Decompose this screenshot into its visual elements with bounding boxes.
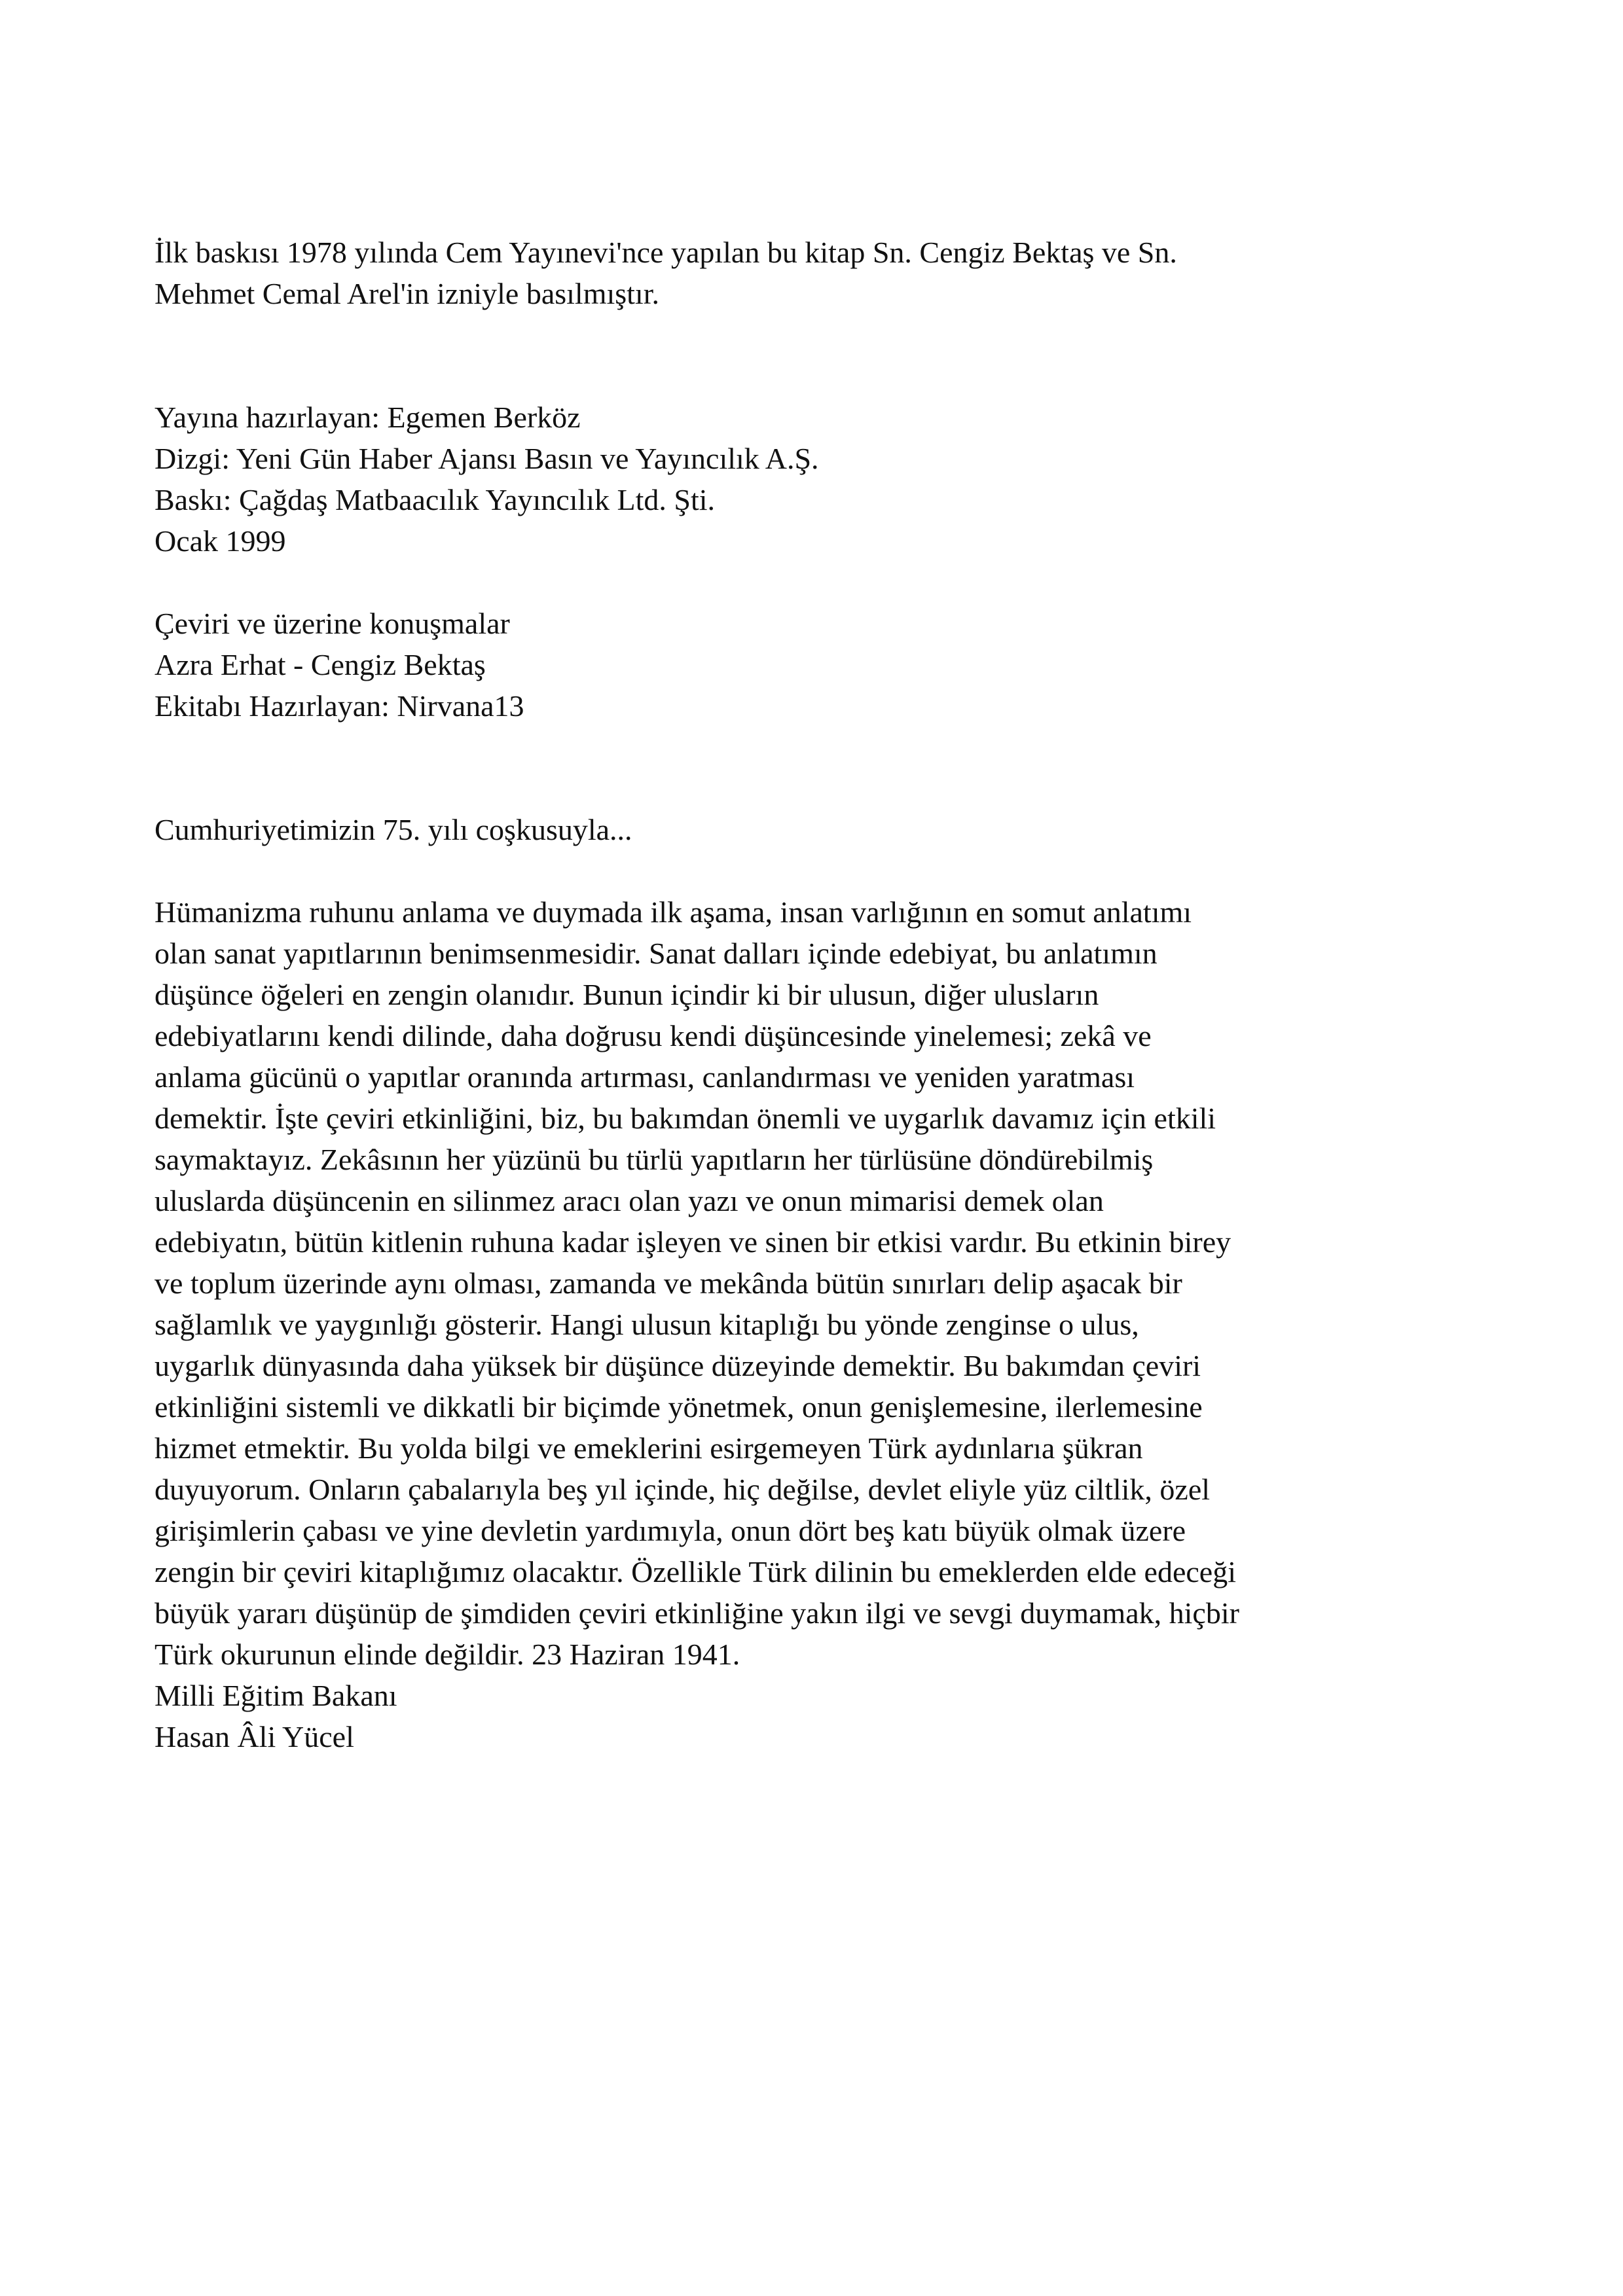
foreword-line: edebiyatın, bütün kitlenin ruhuna kadar işleyen ve sinen bir etkisi vardır. Bu etkinin birey xyxy=(155,1225,1231,1259)
foreword-line: zengin bir çeviri kitaplığımız olacaktır. Özellikle Türk dilinin bu emeklerden elde edeceği xyxy=(155,1555,1237,1588)
book-title: Çeviri ve üzerine konuşmalar xyxy=(155,607,510,640)
foreword-line: anlama gücünü o yapıtlar oranında artırması, canlandırması ve yeniden yaratması xyxy=(155,1060,1135,1094)
intro-paragraph xyxy=(155,232,1490,314)
intro-line: İlk baskısı 1978 yılında Cem Yayınevi'nce yapılan bu kitap Sn. Cengiz Bektaş ve Sn. xyxy=(155,236,1177,269)
signature-name: Hasan Âli Yücel xyxy=(155,1720,354,1753)
foreword-line: duyuyorum. Onların çabalarıyla beş yıl içinde, hiç değilse, devlet eliyle yüz ciltlik, özel xyxy=(155,1473,1211,1506)
credits-block xyxy=(155,397,1490,562)
signature-title: Milli Eğitim Bakanı xyxy=(155,1679,397,1712)
ebook-preparer: Ekitabı Hazırlayan: Nirvana13 xyxy=(155,689,524,723)
foreword-line: etkinliğini sistemli ve dikkatli bir biçimde yönetmek, onun genişlemesine, ilerlemesine xyxy=(155,1390,1203,1424)
foreword-line: demektir. İşte çeviri etkinliğini, biz, bu bakımdan önemli ve uygarlık davamız için etkili xyxy=(155,1102,1216,1135)
foreword-line: ve toplum üzerinde aynı olması, zamanda ve mekânda bütün sınırları delip aşacak bir xyxy=(155,1266,1182,1300)
foreword-line: düşünce öğeleri en zengin olanıdır. Bunun içindir ki bir ulusun, diğer ulusların xyxy=(155,978,1099,1011)
credit-line-printing: Baskı: Çağdaş Matbaacılık Yayıncılık Ltd. Şti. xyxy=(155,483,716,516)
foreword-line: uluslarda düşüncenin en silinmez aracı olan yazı ve onun mimarisi demek olan xyxy=(155,1184,1104,1217)
foreword-line: edebiyatlarını kendi dilinde, daha doğrusu kendi düşüncesinde yinelemesi; zekâ ve xyxy=(155,1019,1152,1052)
intro-line: Mehmet Cemal Arel'in izniyle basılmıştır. xyxy=(155,277,659,310)
credit-line-date: Ocak 1999 xyxy=(155,524,286,558)
foreword-line: saymaktayız. Zekâsının her yüzünü bu türlü yapıtların her türlüsüne döndürebilmiş xyxy=(155,1143,1154,1176)
foreword-line: büyük yararı düşünüp de şimdiden çeviri etkinliğine yakın ilgi ve sevgi duymamak, hiçbir xyxy=(155,1596,1239,1630)
foreword-line: sağlamlık ve yaygınlığı gösterir. Hangi ulusun kitaplığı bu yönde zenginse o ulus, xyxy=(155,1308,1139,1341)
foreword-line: hizmet etmektir. Bu yolda bilgi ve emeklerini esirgemeyen Türk aydınlarıa şükran xyxy=(155,1431,1143,1465)
foreword-line: olan sanat yapıtlarının benimsenmesidir. Sanat dalları içinde edebiyat, bu anlatımın xyxy=(155,937,1158,970)
credit-line-editor: Yayına hazırlayan: Egemen Berköz xyxy=(155,401,581,434)
book-authors: Azra Erhat - Cengiz Bektaş xyxy=(155,648,486,681)
foreword-line: Türk okurunun elinde değildir. 23 Haziran 1941. xyxy=(155,1638,740,1671)
signature-block xyxy=(155,1675,1490,1757)
foreword-line: girişimlerin çabası ve yine devletin yardımıyla, onun dört beş katı büyük olmak üzere xyxy=(155,1514,1186,1547)
foreword-paragraph xyxy=(155,891,1490,1675)
book-info-block xyxy=(155,603,1490,726)
foreword-line: uygarlık dünyasında daha yüksek bir düşünce düzeyinde demektir. Bu bakımdan çeviri xyxy=(155,1349,1201,1382)
page-content xyxy=(155,232,1490,1757)
dedication-line: Cumhuriyetimizin 75. yılı coşkusuyla... xyxy=(155,813,632,846)
credit-line-typesetting: Dizgi: Yeni Gün Haber Ajansı Basın ve Yayıncılık A.Ş. xyxy=(155,442,819,475)
foreword-line: Hümanizma ruhunu anlama ve duymada ilk aşama, insan varlığının en somut anlatımı xyxy=(155,895,1192,929)
